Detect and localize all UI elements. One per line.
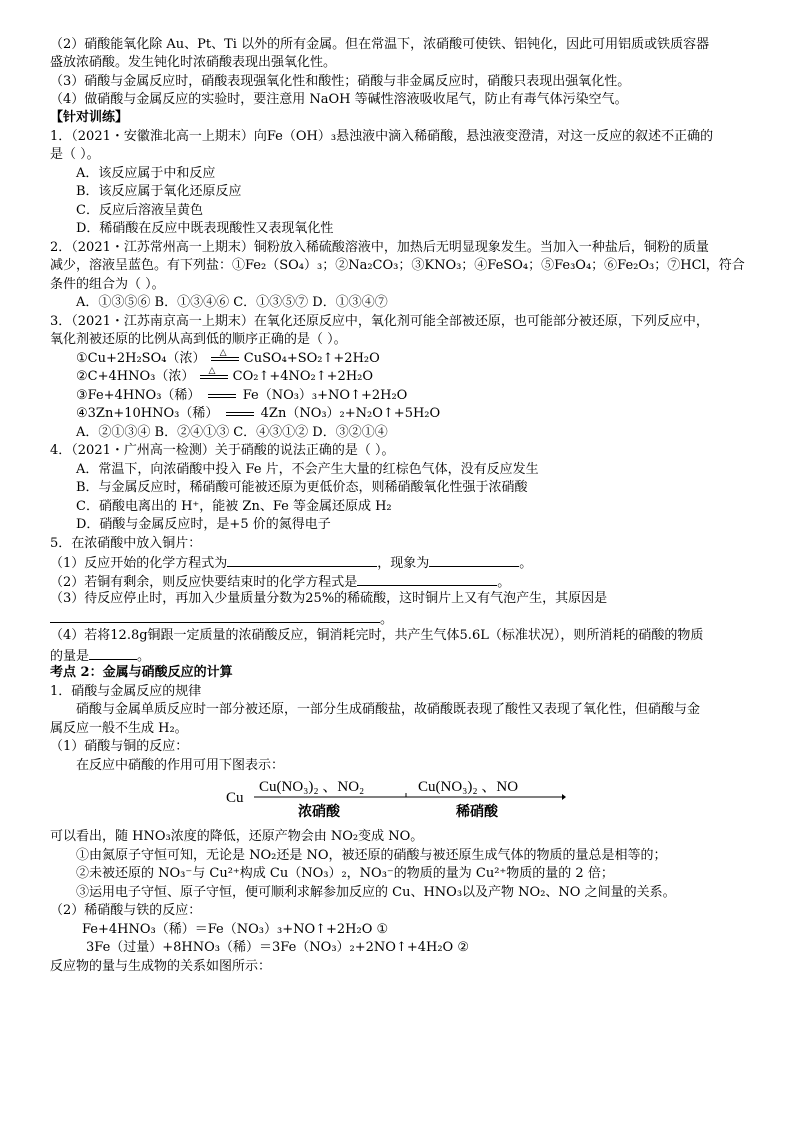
answer-blank[interactable] (89, 646, 137, 660)
q4-option-a: A．常温下，向浓硝酸中投入 Fe 片，不会产生大量的红棕色气体，没有反应发生 (76, 462, 539, 477)
para-2: （2）硝酸能氧化除 Au、Pt、Ti 以外的所有金属。但在常温下，浓硝酸可使铁、铝钝化，因此可用铝质或铁质容器 (50, 37, 710, 52)
q1-option-a: A．该反应属于中和反应 (76, 166, 216, 181)
q5-part-3-answer: 。 (50, 609, 393, 629)
conservation-2: ②未被还原的 NO₃⁻与 Cu²⁺构成 Cu（NO₃）₂，NO₃⁻的物质的量为 Cu²⁺物质的量的 2 倍； (76, 866, 614, 881)
conservation-3: ③运用电子守恒、原子守恒，便可顺利求解参加反应的 Cu、HNO₃以及产物 NO₂、NO 之间量的关系。 (76, 885, 676, 900)
iron-equation-2: 3Fe（过量）+8HNO₃（稀）＝3Fe（NO₃）₂+2NO↑+4H₂O ② (86, 940, 469, 955)
rule-1-text: 硝酸与金属单质反应时一部分被还原，一部分生成硝酸盐，故硝酸既表现了酸性又表现了氧化性，但硝酸与金 (76, 702, 701, 717)
heat-arrow-2: △ (199, 368, 229, 386)
nitric-acid-diagram (226, 775, 566, 825)
section-heading-k2: 考点 2：金属与硝酸反应的计算 (50, 665, 233, 680)
q5-part-4-cont: 的量是 。 (50, 646, 150, 666)
answer-blank[interactable] (429, 553, 519, 567)
question-2-line2: 减少，溶液呈蓝色。有下列盐：①Fe₂（SO₄）₃；②Na₂CO₃；③KNO₃；④FeSO₄；⑤Fe₃O₄；⑥Fe₂O₃；⑦HCl，符合 (50, 258, 745, 273)
para-4: （4）做硝酸与金属反应的实验时，要注意用 NaOH 等碱性溶液吸收尾气，防止有毒气体污染空气。 (50, 92, 628, 107)
question-3: 3．（2021・江苏南京高一上期末）在氧化还原反应中，氧化剂可能全部被还原，也可能部分被还原，下列反应中， (50, 314, 709, 329)
q3-equation-3: ③Fe+4HNO₃（稀） Fe（NO₃）₃+NO↑+2H₂O (76, 388, 408, 403)
q4-option-d: D．硝酸与金属反应时，是+5 价的氮得电子 (76, 517, 331, 532)
training-heading: 【针对训练】 (50, 110, 129, 125)
question-1-cont: 是（ ）。 (50, 147, 100, 162)
question-3-cont: 氧化剂被还原的比例从高到低的顺序正确的是（ ）。 (50, 332, 347, 347)
question-5: 5．在浓硝酸中放入铜片： (50, 536, 202, 551)
question-1: 1．（2021・安徽淮北高一上期末）向Fe（OH）₃悬浊液中滴入稀硝酸，悬浊液变澄清，对这一反应的叙述不正确的 (50, 129, 714, 144)
q4-option-b: B．与金属反应时，稀硝酸可能被还原为更低价态，则稀硝酸氧化性强于浓硝酸 (76, 480, 528, 495)
heat-arrow-1: △ (210, 350, 240, 368)
q5-part-2: （2）若铜有剩余，则反应快要结束时的化学方程式是 。 (50, 572, 510, 592)
q3-options: A．②①③④ B．②④①③ C．④③①② D．③②①④ (76, 425, 388, 440)
q3-equation-1: ①Cu+2H₂SO₄（浓） △ CuSO₄+SO₂↑+2H₂O (76, 348, 380, 366)
question-2-line3: 条件的组合为（ ）。 (50, 277, 165, 292)
iron-reaction-heading: （2）稀硝酸与铁的反应： (50, 903, 202, 918)
diagram-dilute-products: Cu(NO₃)₂ 、NO (418, 779, 519, 795)
para-3: （3）硝酸与金属反应时，硝酸表现强氧化性和酸性；硝酸与非金属反应时，硝酸只表现出强氧化性。 (50, 74, 631, 89)
copper-reaction-heading: （1）硝酸与铜的反应： (50, 739, 189, 754)
question-2: 2．（2021・江苏常州高一上期末）铜粉放入稀硫酸溶液中，加热后无明显现象发生。当加入一种盐后，铜粉的质量 (50, 240, 709, 255)
q5-part-4: （4）若将12.8g铜跟一定质量的浓硝酸反应，铜消耗完时，共产生气体5.6L（标准状况），则所消耗的硝酸的物质 (50, 628, 704, 643)
q5-part-3: （3）待反应停止时，再加入少量质量分数为25%的稀硫酸，这时铜片上又有气泡产生，其原因是 (50, 591, 608, 606)
conservation-1: ①由氮原子守恒可知，无论是 NO₂还是 NO，被还原的硝酸与被还原生成气体的物质的量总是相等的； (76, 848, 667, 863)
iron-equation-1: Fe+4HNO₃（稀）＝Fe（NO₃）₃+NO↑+2H₂O ① (82, 922, 389, 937)
para-2-cont: 盛放浓硝酸。发生钝化时浓硝酸表现出强氧化性。 (50, 55, 337, 70)
diagram-arrow (226, 775, 566, 825)
relation-intro: 反应物的量与生成物的关系如图所示： (50, 959, 272, 974)
q1-option-b: B．该反应属于氧化还原反应 (76, 184, 242, 199)
diagram-intro: 在反应中硝酸的作用可用下图表示： (76, 758, 285, 773)
q5-part-1: （1）反应开始的化学方程式为 ，现象为 。 (50, 553, 532, 573)
diagram-dilute-label: 稀硝酸 (456, 804, 498, 820)
q4-option-c: C．硝酸电离出的 H⁺，能被 Zn、Fe 等金属还原成 H₂ (76, 499, 392, 514)
answer-blank[interactable] (357, 572, 497, 586)
rule-1-text-cont: 属反应一般不生成 H₂。 (50, 721, 188, 736)
q2-options: A．①③⑤⑥ B．①③④⑥ C．①③⑤⑦ D．①③④⑦ (76, 295, 388, 310)
reduction-note: 可以看出，随 HNO₃浓度的降低，还原产物会由 NO₂变成 NO。 (50, 829, 424, 844)
answer-blank[interactable] (50, 609, 380, 623)
diagram-cu-label: Cu (226, 790, 244, 806)
equals-sign-3 (208, 394, 236, 398)
rule-1-heading: 1．硝酸与金属反应的规律 (50, 684, 202, 699)
diagram-concentrated-label: 浓硝酸 (298, 804, 340, 820)
equals-sign-4 (226, 412, 254, 416)
q1-option-d: D．稀硝酸在反应中既表现酸性又表现氧化性 (76, 221, 334, 236)
q3-equation-4: ④3Zn+10HNO₃（稀） 4Zn（NO₃）₂+N₂O↑+5H₂O (76, 406, 441, 421)
answer-blank[interactable] (227, 553, 377, 567)
q3-equation-2: ②C+4HNO₃（浓） △ CO₂↑+4NO₂↑+2H₂O (76, 366, 374, 384)
q1-option-c: C．反应后溶液呈黄色 (76, 203, 203, 218)
diagram-conc-products: Cu(NO₃)₂ 、NO₂ (259, 779, 365, 795)
question-4: 4．（2021・广州高一检测）关于硝酸的说法正确的是（ ）。 (50, 443, 395, 458)
